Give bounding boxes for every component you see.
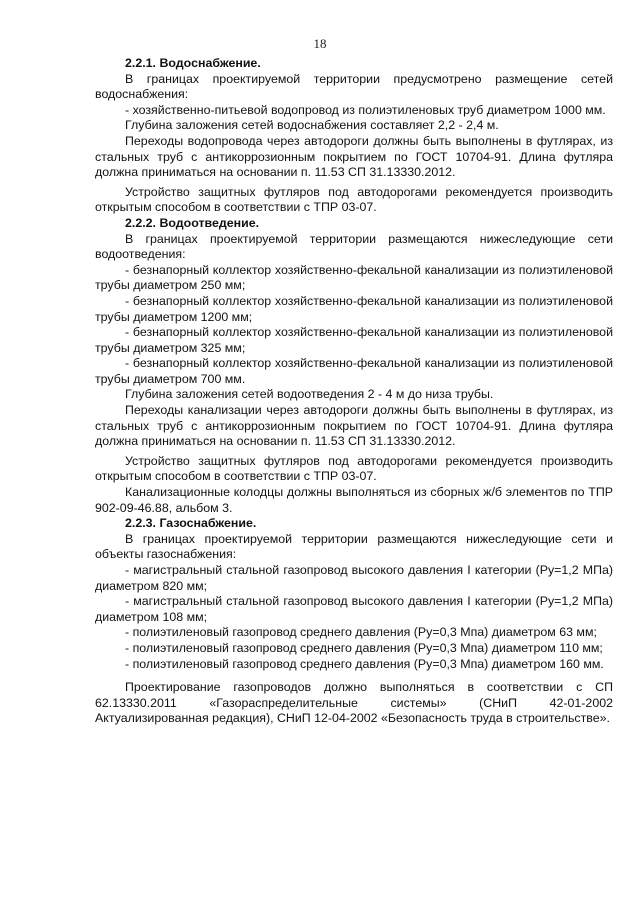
list-item: - полиэтиленовый газопровод среднего давления (Ру=0,3 Мпа) диаметром 63 мм; [125,625,597,640]
list-item: - магистральный стальной газопровод высокого давления I категории (Ру=1,2 МПа) диаметром 108 мм; [95,594,613,624]
section-heading-gas-supply: 2.2.3. Газоснабжение. [125,516,257,531]
list-item: - полиэтиленовый газопровод среднего давления (Ру=0,3 Мпа) диаметром 160 мм. [125,656,604,671]
paragraph: Устройство защитных футляров под автодорогами рекомендуется производить открытым способом в соответствии с ТПР 03-07. [95,453,613,484]
document-body [95,56,613,727]
paragraph: Переходы водопровода через автодороги должны быть выполнены в футлярах, из стальных труб с антикоррозионным покрытием по ГОСТ 10704-91. Длина футляра должна приниматься на основании п. 11.53 СП 31.13330.2012. [95,133,613,180]
paragraph: Переходы канализации через автодороги должны быть выполнены в футлярах, из стальных труб с антикоррозионным покрытием по ГОСТ 10704-91. Длина футляра должна приниматься на основании п. 11.53 СП 31.13330.2012. [95,403,613,449]
list-item: - безнапорный коллектор хозяйственно-фекальной канализации из полиэтиленовой трубы диаметром 1200 мм; [95,293,613,324]
paragraph: Глубина заложения сетей водоснабжения составляет 2,2 - 2,4 м. [125,118,499,133]
paragraph: В границах проектируемой территории размещаются нижеследующие сети и объекты газоснабжения: [95,531,613,562]
paragraph: Проектирование газопроводов должно выполняться в соответствии с СП 62.13330.2011 «Газораспределительные системы» (СНиП 42-01-2002 Актуализированная редакция), СНиП 12-04-2002 «Безопасность труда в строительстве». [95,680,613,726]
paragraph: В границах проектируемой территории предусмотрено размещение сетей водоснабжения: [95,71,613,102]
list-item: - полиэтиленовый газопровод среднего давления (Ру=0,3 Мпа) диаметром 110 мм; [125,640,603,655]
paragraph: Глубина заложения сетей водоотведения 2 - 4 м до низа трубы. [125,387,494,402]
page-number: 18 [313,36,327,51]
list-item: - безнапорный коллектор хозяйственно-фекальной канализации из полиэтиленовой трубы диаметром 250 мм; [95,262,613,293]
list-item: - безнапорный коллектор хозяйственно-фекальной канализации из полиэтиленовой трубы диаметром 700 мм. [95,356,613,386]
section-heading-water-supply: 2.2.1. Водоснабжение. [125,56,261,70]
list-item: - безнапорный коллектор хозяйственно-фекальной канализации из полиэтиленовой трубы диаметром 325 мм; [95,325,613,355]
paragraph: В границах проектируемой территории размещаются нижеследующие сети водоотведения: [95,231,613,262]
list-item: - магистральный стальной газопровод высокого давления I категории (Ру=1,2 МПа) диаметром 820 мм; [95,563,613,593]
section-heading-sewerage: 2.2.2. Водоотведение. [125,215,260,230]
list-item: - хозяйственно-питьевой водопровод из полиэтиленовых труб диаметром 1000 мм. [125,102,606,117]
paragraph: Канализационные колодцы должны выполняться из сборных ж/б элементов по ТПР 902-09-46.88, альбом 3. [95,485,613,515]
paragraph: Устройство защитных футляров под автодорогами рекомендуется производить открытым способом в соответствии с ТПР 03-07. [95,184,613,215]
